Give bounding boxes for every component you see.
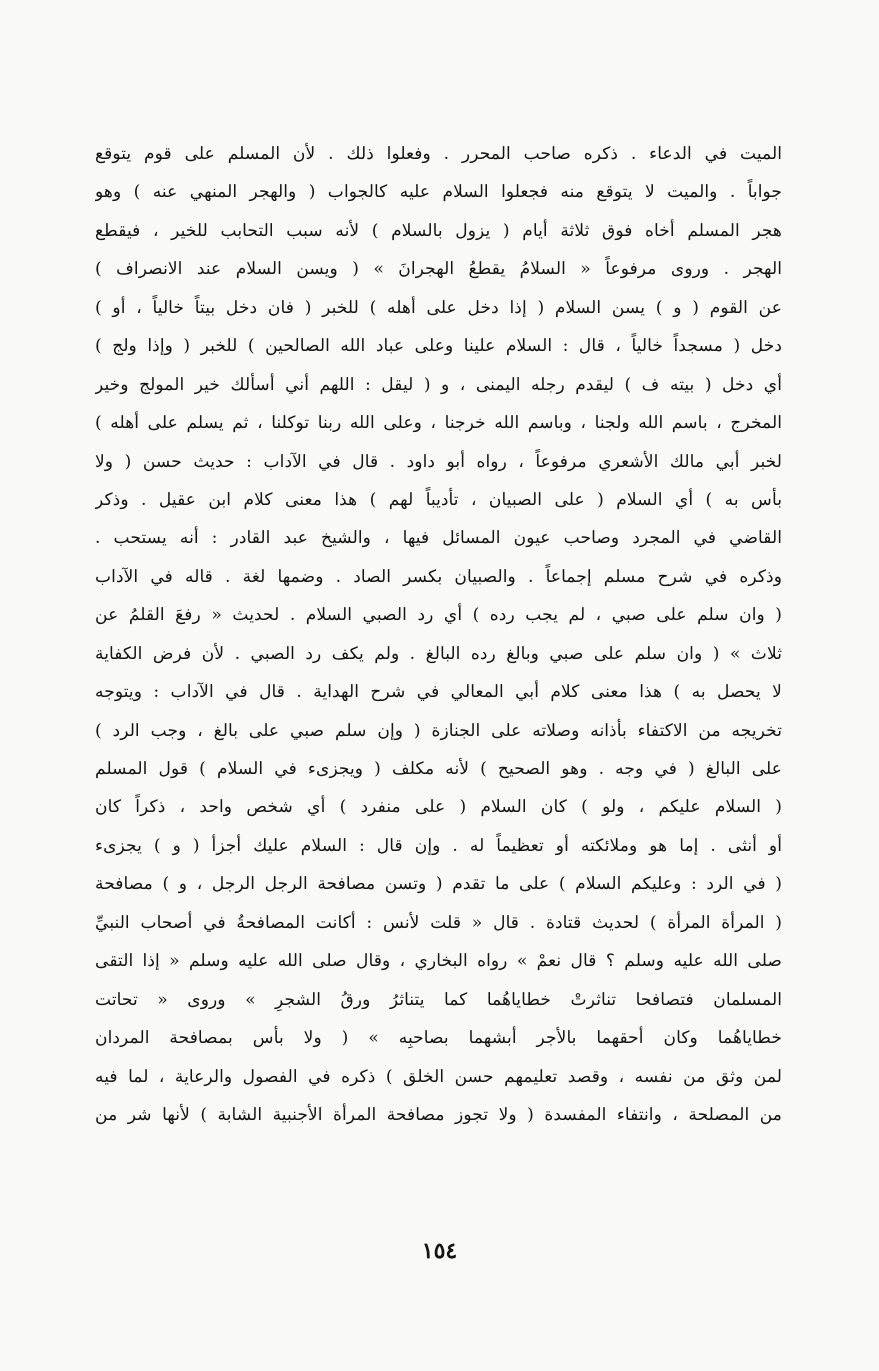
text-line: صلى الله عليه وسلم ؟ قال نعمْ » رواه البخاري ، وقال صلى الله عليه وسلم « إذا التقى: [95, 951, 782, 972]
text-line: ( السلام عليكم ، ولو ) كان السلام ( على منفرد ) أي شخص واحد ، ذكراً كان: [95, 797, 782, 818]
text-line: لخبر أبي مالك الأشعري مرفوعاً ، رواه أبو داود . قال في الآداب : حديث حسن ( ولا: [95, 451, 782, 472]
text-line: المخرج ، باسم الله ولجنا ، وباسم الله خرجنا ، وعلى الله ربنا توكلنا ، ثم يسلم على أهله ): [95, 413, 782, 434]
text-line: بأس به ) أي السلام ( على الصبيان ، تأديباً لهم ) هذا معنى كلام ابن عقيل . وذكر: [95, 489, 782, 510]
text-line: تخريجه من الاكتفاء بأذانه وصلاته على الجنازة ( وإن سلم صبي على بالغ ، وجب الرد ): [95, 720, 782, 741]
text-line: المسلمان فتصافحا تناثرتْ خطاياهُما كما يتناثرُ ورقُ الشجرِ » وروى « تحاتت: [95, 989, 782, 1010]
text-line: من المصلحة ، وانتفاء المفسدة ( ولا تجوز مصافحة المرأة الأجنبية الشابة ) لأنها شر من: [95, 1104, 782, 1125]
text-line: الميت في الدعاء . ذكره صاحب المحرر . وفعلوا ذلك . لأن المسلم على قوم يتوقع: [95, 144, 782, 164]
text-line: ( المرأة المرأة ) لحديث قتادة . قال « قلت لأنس : أكانت المصافحةُ في أصحاب النبيِّ: [95, 912, 782, 933]
text-line: جواباً . والميت لا يتوقع منه فجعلوا السلام عليه كالجواب ( والهجر المنهي عنه ) وهو: [95, 182, 782, 203]
page-number: ١٥٤: [421, 1238, 458, 1264]
text-line: أو أنثى . إما هو وملائكته أو تعظيماً له . وإن قال : السلام عليك أجزأ ( و ) يجزىء: [95, 835, 782, 856]
text-line: خطاياهُما وكان أحقهما بالأجر أبشهما بصاحبِه » ( ولا بأس بمصافحة المردان: [95, 1028, 782, 1049]
text-line: دخل ( مسجداً خالياً ، قال : السلام علينا وعلى عباد الله الصالحين ) للخبر ( وإذا ولج ): [95, 336, 782, 357]
text-line: على البالغ ( في وجه . وهو الصحيح ) لأنه مكلف ( ويجزىء في السلام ) قول المسلم: [95, 759, 782, 779]
text-line: عن القوم ( و ) يسن السلام ( إذا دخل على أهله ) للخبر ( فان دخل بيتاً خالياً ، أو ): [95, 297, 782, 318]
text-line: هجر المسلم أخاه فوق ثلاثة أيام ( يزول بالسلام ) لأنه سبب التحابب للخير ، فيقطع: [95, 220, 782, 241]
text-line: وذكره في شرح مسلم إجماعاً . والصبيان بكسر الصاد . وضمها لغة . قاله في الآداب: [95, 566, 782, 587]
body-text: [95, 135, 782, 1134]
text-line: لا يحصل به ) هذا معنى كلام أبي المعالي في شرح الهداية . قال في الآداب : ويتوجه: [95, 682, 782, 703]
text-line: أي دخل ( بيته ف ) ليقدم رجله اليمنى ، و ( ليقل : اللهم أني أسألك خير المولج وخير: [95, 374, 782, 395]
text-line: الهجر . وروى مرفوعاً « السلامُ يقطعُ الهجرانَ » ( ويسن السلام عند الانصراف ): [95, 259, 782, 280]
text-line: ثلاث » ( وان سلم على صبي وبالغ رده البالغ . ولم يكف رد الصبي . لأن فرض الكفاية: [95, 643, 782, 664]
text-line: القاضي في المجرد وصاحب عيون المسائل فيها ، والشيخ عبد القادر : أنه يستحب .: [95, 528, 782, 549]
text-line: لمن وثق من نفسه ، وقصد تعليمهم حسن الخلق ) ذكره في الفصول والرعاية ، لما فيه: [95, 1066, 782, 1087]
text-line: ( وان سلم على صبي ، لم يجب رده ) أي رد الصبي السلام . لحديث « رفعَ القلمُ عن: [95, 605, 782, 626]
text-line: ( في الرد : وعليكم السلام ) على ما تقدم ( وتسن مصافحة الرجل الرجل ، و ) مصافحة: [95, 874, 782, 895]
